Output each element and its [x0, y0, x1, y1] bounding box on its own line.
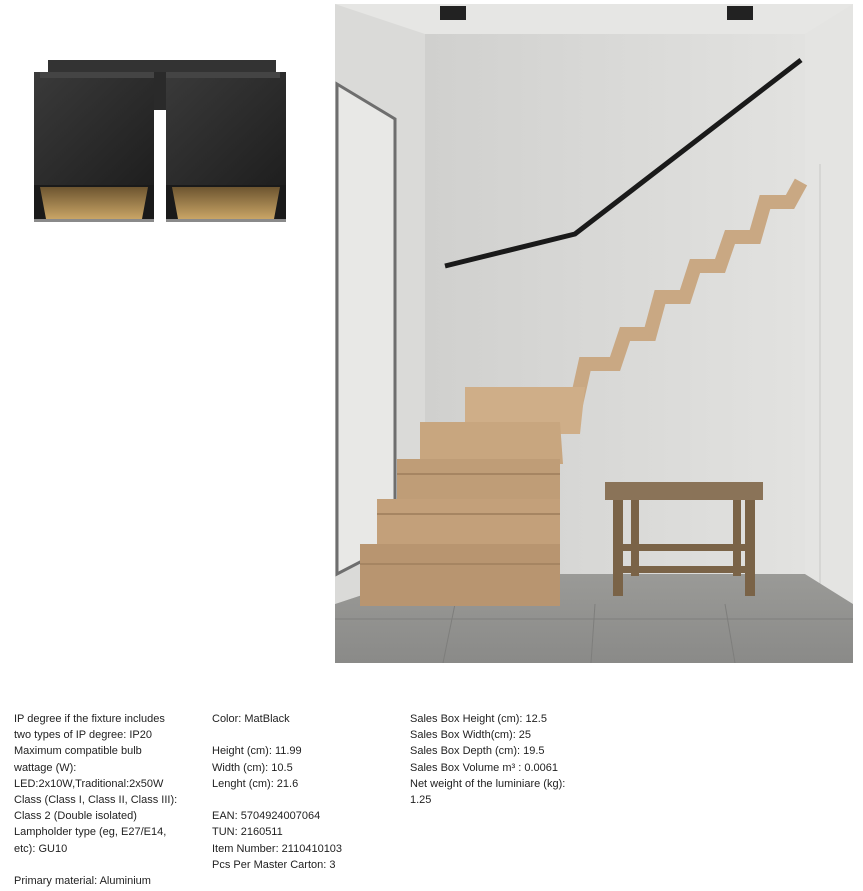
spacer	[14, 857, 177, 873]
spacer	[212, 727, 342, 743]
staircase-photo	[335, 4, 853, 663]
spec-line: wattage (W):	[14, 761, 77, 774]
spec-line: Lenght (cm): 21.6	[212, 777, 299, 790]
spec-line: Item Number: 2110410103	[212, 842, 343, 855]
spec-line: Primary material: Aluminium	[14, 875, 151, 888]
spec-line: etc): GU10	[14, 842, 68, 855]
spec-line: Sales Box Height (cm): 12.5	[410, 713, 547, 725]
spec-line: Height (cm): 11.99	[212, 745, 302, 758]
spec-line: Sales Box Width(cm): 25	[410, 729, 532, 742]
spec-line: IP degree if the fixture includes	[14, 713, 165, 725]
spec-line: Pcs Per Master Carton: 3	[212, 858, 336, 871]
spec-line: Class 2 (Double isolated)	[14, 810, 137, 823]
spec-line: Maximum compatible bulb	[14, 745, 142, 758]
spec-line: Sales Box Depth (cm): 19.5	[410, 745, 545, 758]
spec-column-1	[14, 711, 177, 889]
product-image	[28, 55, 298, 230]
spec-line: Net weight of the luminiare (kg):	[410, 777, 566, 790]
spec-line: TUN: 2160511	[212, 826, 283, 839]
spec-line: two types of IP degree: IP20	[14, 729, 152, 742]
spec-line: Width (cm): 10.5	[212, 761, 293, 774]
spec-line: Lampholder type (eg, E27/E14,	[14, 826, 167, 839]
spec-line: 1.25	[410, 794, 432, 807]
spec-line: LED:2x10W,Traditional:2x50W	[14, 777, 164, 790]
spec-column-3	[410, 711, 565, 808]
spec-line: Class (Class I, Class II, Class III):	[14, 794, 178, 807]
spec-line: EAN: 5704924007064	[212, 810, 321, 823]
spec-line: Color: MatBlack	[212, 713, 290, 725]
spacer	[212, 792, 342, 808]
spec-column-2	[212, 711, 342, 873]
spec-line: Sales Box Volume m³ : 0.0061	[410, 761, 558, 774]
